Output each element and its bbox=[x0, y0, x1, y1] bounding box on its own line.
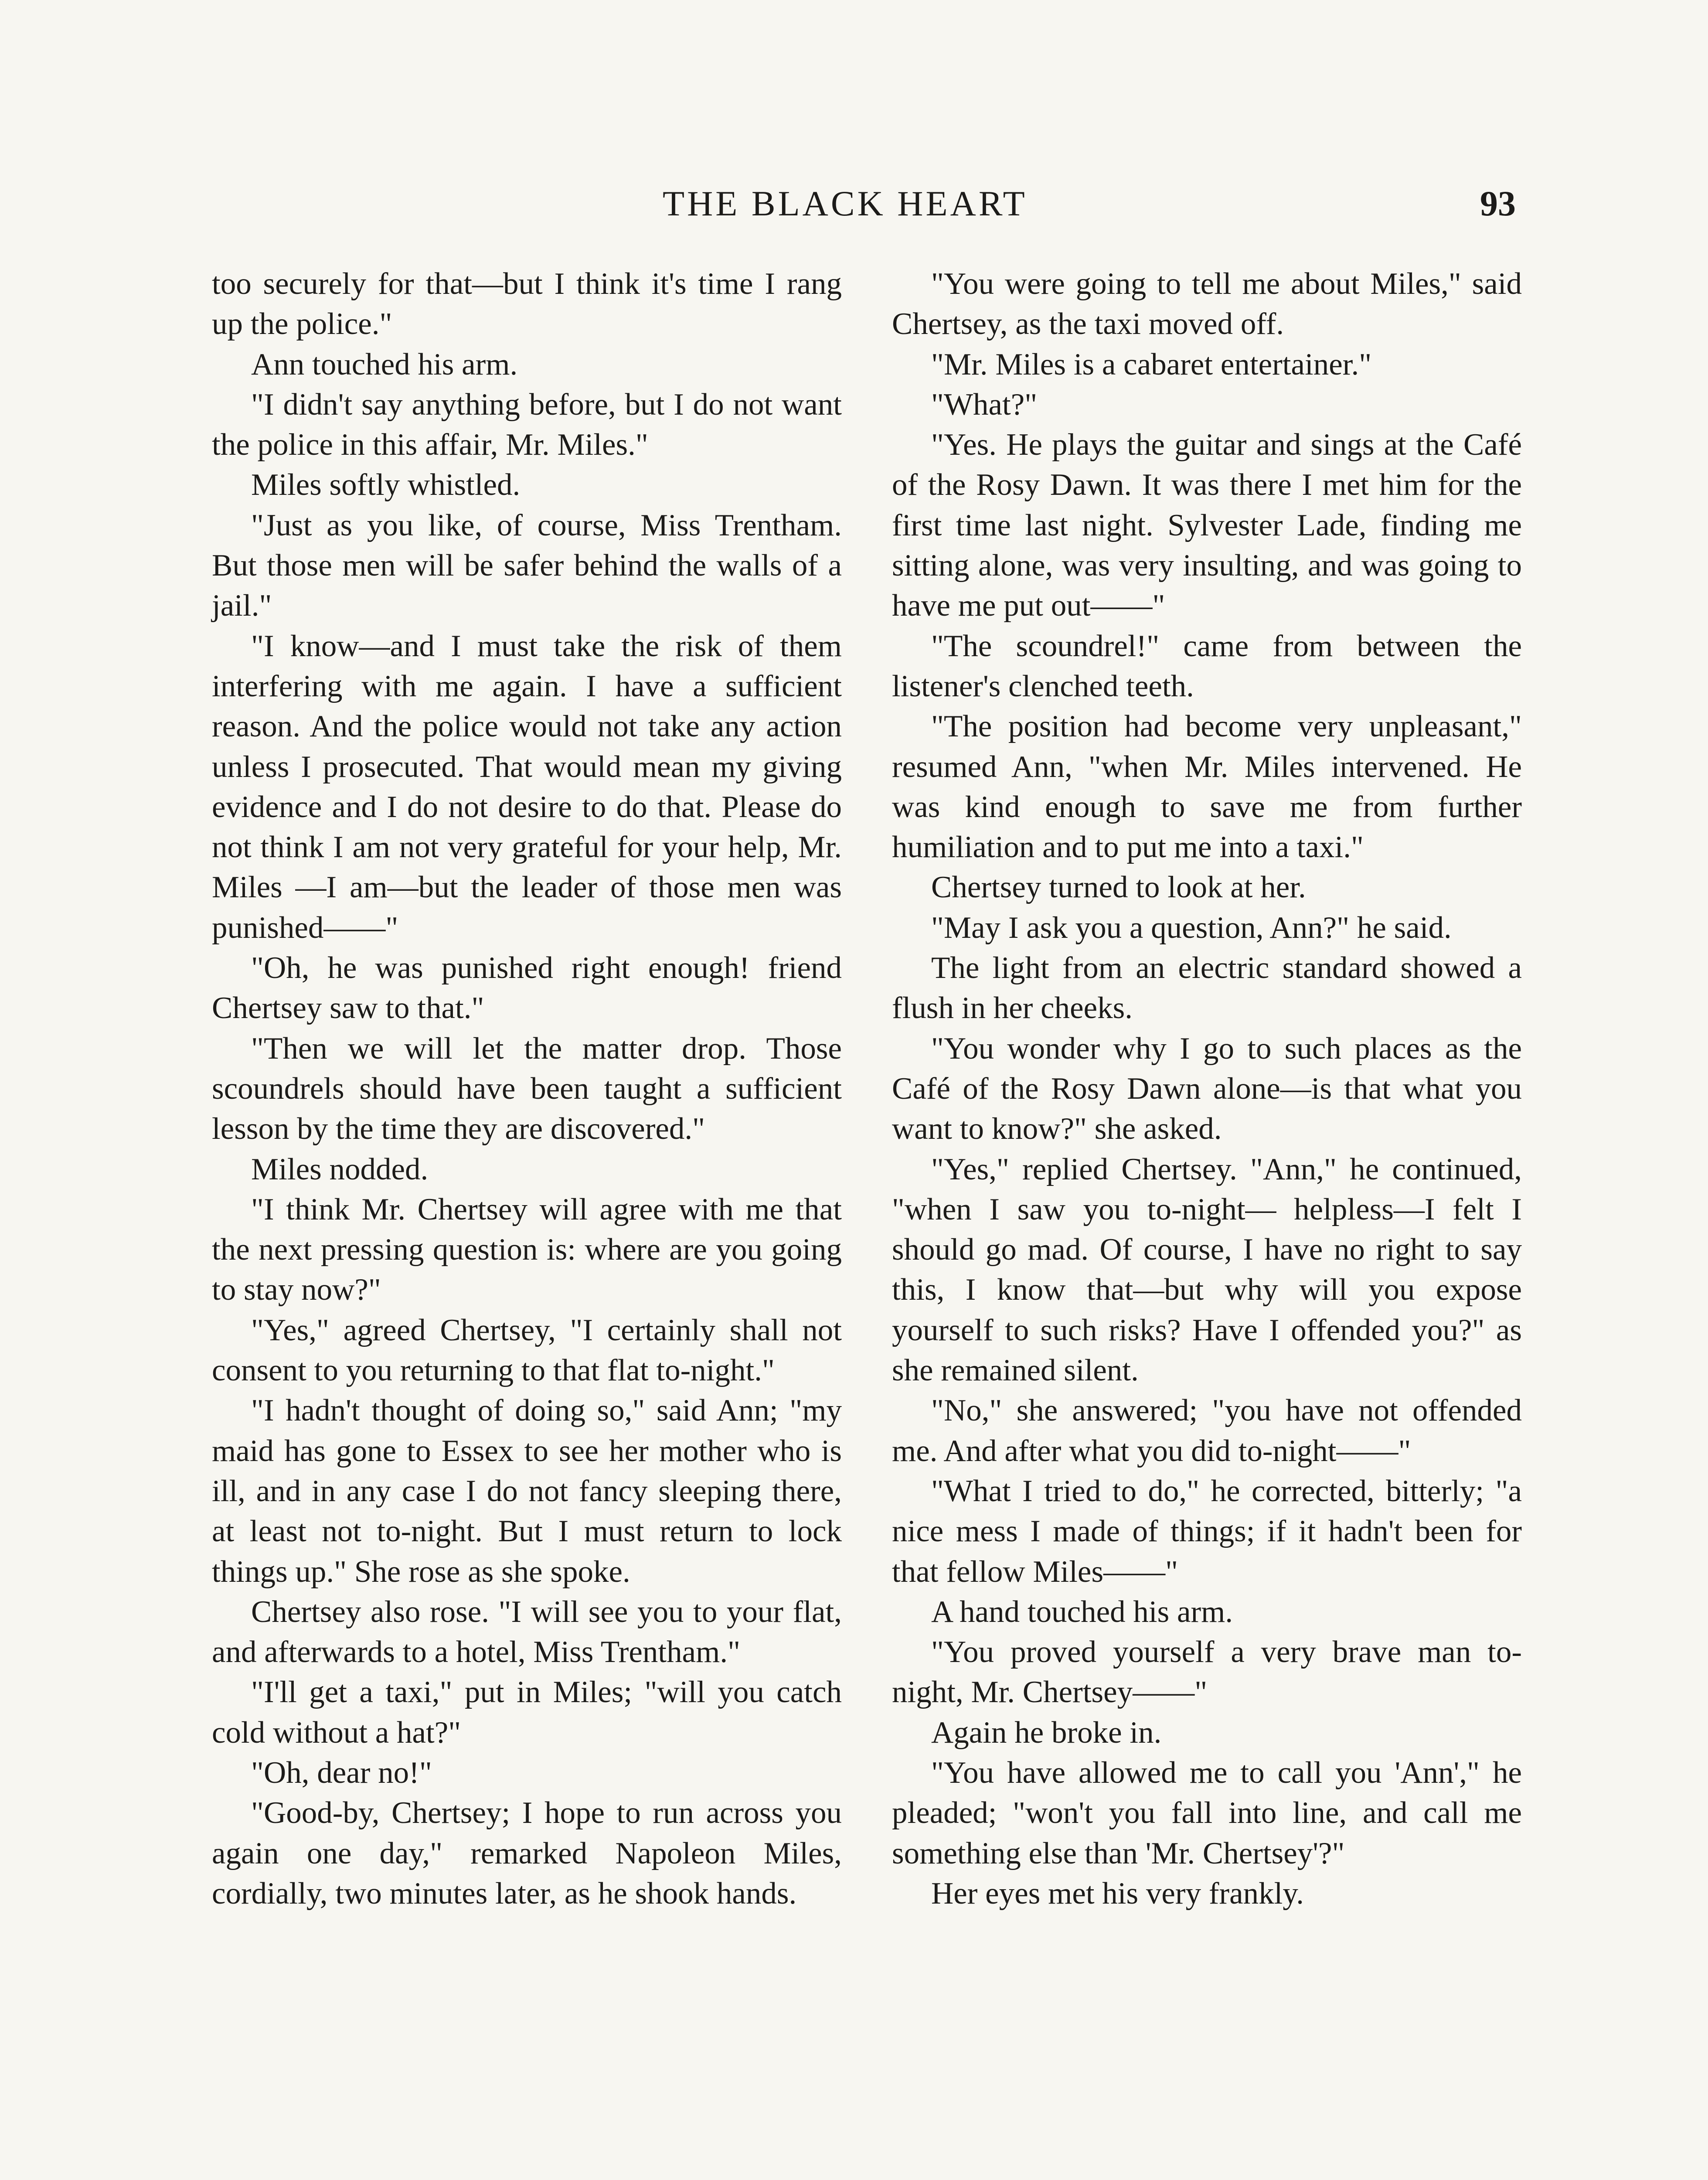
paragraph: Miles softly whistled. bbox=[251, 468, 521, 502]
paragraph: "You proved yourself a very brave man to-night, Mr. Chertsey——" bbox=[892, 1635, 1522, 1710]
paragraph: Her eyes met his very frankly. bbox=[931, 1876, 1304, 1911]
paragraph: "The position had become very unpleasant," resumed Ann, "when Mr. Miles intervened. He was kind enough to save me from further humiliation and to put me into a taxi." bbox=[892, 709, 1522, 865]
paragraph: "Mr. Miles is a cabaret entertainer." bbox=[931, 347, 1372, 382]
paragraph: "Just as you like, of course, Miss Trentham. But those men will be safer behind the walls of a jail." bbox=[212, 508, 842, 623]
paragraph: Chertsey turned to look at her. bbox=[931, 870, 1306, 905]
paragraph: "No," she answered; "you have not offended me. And after what you did to-night——" bbox=[892, 1393, 1522, 1468]
paragraph: The light from an electric standard showed a flush in her cheeks. bbox=[892, 951, 1522, 1025]
paragraph: "The scoundrel!" came from between the listener's clenched teeth. bbox=[892, 629, 1522, 703]
page-number: 93 bbox=[1480, 184, 1516, 223]
paragraph: Again he broke in. bbox=[931, 1715, 1162, 1750]
right-column bbox=[892, 264, 1522, 1914]
paragraph: "Then we will let the matter drop. Those scoundrels should have been taught a sufficient lesson by the time they are discovered." bbox=[212, 1031, 842, 1146]
paragraph: "You were going to tell me about Miles," said Chertsey, as the taxi moved off. bbox=[892, 267, 1522, 341]
paragraph: "I hadn't thought of doing so," said Ann; "my maid has gone to Essex to see her mother who is ill, and in any case I do not fancy sleeping there, at least not to-night. But I must return to lock things up." She rose as she spoke. bbox=[212, 1393, 842, 1589]
paragraph: "You have allowed me to call you 'Ann'," he pleaded; "won't you fall into line, and call me something else than 'Mr. Chertsey'?" bbox=[892, 1755, 1522, 1870]
paragraph: "Oh, dear no!" bbox=[251, 1755, 432, 1790]
paragraph: "I think Mr. Chertsey will agree with me that the next pressing question is: where are you going to stay now?" bbox=[212, 1192, 842, 1307]
paragraph: "You wonder why I go to such places as the Café of the Rosy Dawn alone—is that what you want to know?" she asked. bbox=[892, 1031, 1522, 1146]
paragraph: "I didn't say anything before, but I do not want the police in this affair, Mr. Miles." bbox=[212, 387, 842, 462]
left-column bbox=[212, 264, 842, 1914]
paragraph: "May I ask you a question, Ann?" he said. bbox=[931, 910, 1452, 945]
paragraph: too securely for that—but I think it's time I rang up the police." bbox=[212, 267, 842, 341]
paragraph: A hand touched his arm. bbox=[931, 1594, 1233, 1629]
paragraph: "Good-by, Chertsey; I hope to run across you again one day," remarked Napoleon Miles, cordially, two minutes later, as he shook hands. bbox=[212, 1796, 842, 1911]
paragraph: "I'll get a taxi," put in Miles; "will you catch cold without a hat?" bbox=[212, 1675, 842, 1750]
paragraph: Ann touched his arm. bbox=[251, 347, 518, 382]
paragraph: Chertsey also rose. "I will see you to your flat, and afterwards to a hotel, Miss Trentham." bbox=[212, 1594, 842, 1669]
paragraph: "Yes. He plays the guitar and sings at the Café of the Rosy Dawn. It was there I met him for the first time last night. Sylvester Lade, finding me sitting alone, was very insulting, and was going to have me put out——" bbox=[892, 428, 1522, 623]
paragraph: Miles nodded. bbox=[251, 1152, 429, 1186]
paragraph: "What I tried to do," he corrected, bitterly; "a nice mess I made of things; if it hadn't been for that fellow Miles——" bbox=[892, 1474, 1522, 1589]
paragraph: "I know—and I must take the risk of them interfering with me again. I have a sufficient reason. And the police would not take any action unless I prosecuted. That would mean my giving evidence and I do not desire to do that. Please do not think I am not very grateful for your help, Mr. Miles —I am—but the leader of those men was punished——" bbox=[212, 629, 842, 945]
running-title: THE BLACK HEART bbox=[663, 184, 1028, 223]
paragraph: "What?" bbox=[931, 387, 1038, 422]
page-header bbox=[0, 183, 1708, 240]
paragraph: "Oh, he was punished right enough! friend Chertsey saw to that." bbox=[212, 951, 842, 1025]
paragraph: "Yes," replied Chertsey. "Ann," he continued, "when I saw you to-night— helpless—I felt I should go mad. Of course, I have no right to say this, I know that—but why will you expose yourself to such risks? Have I offended you?" as she remained silent. bbox=[892, 1152, 1522, 1388]
paragraph: "Yes," agreed Chertsey, "I certainly shall not consent to you returning to that flat to-night." bbox=[212, 1313, 842, 1388]
